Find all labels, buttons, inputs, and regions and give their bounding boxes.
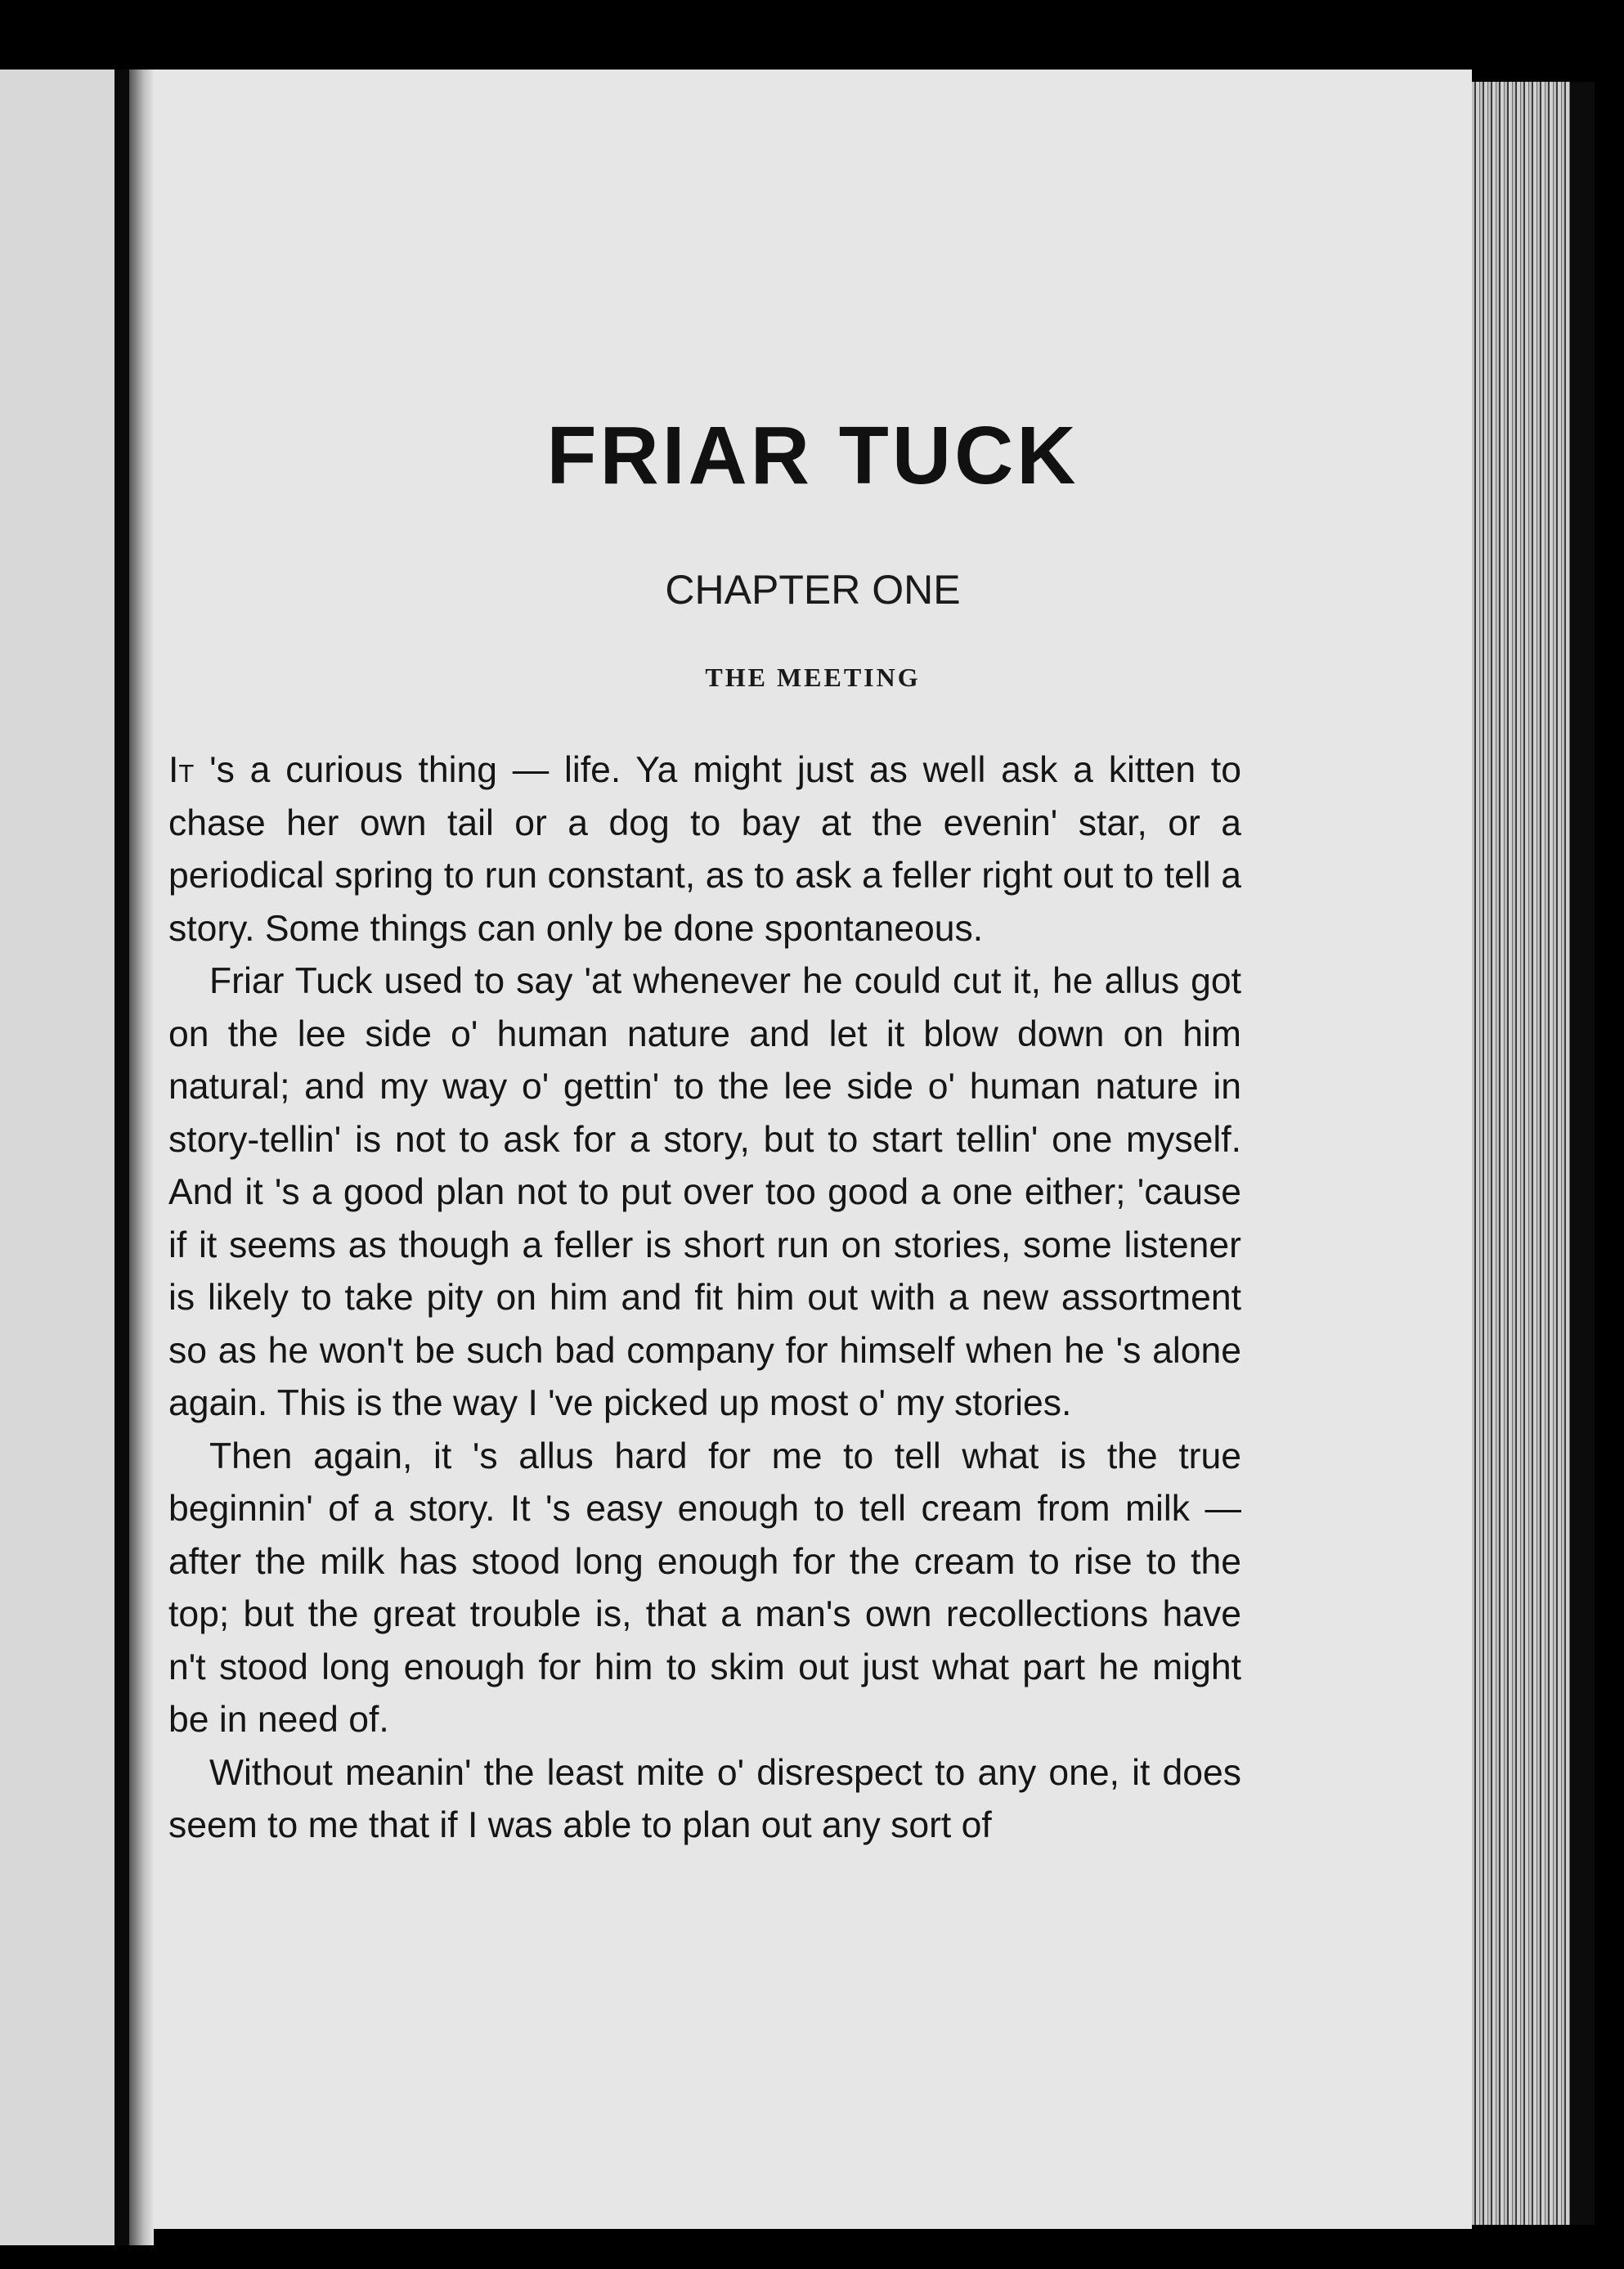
paragraph-4: Without meanin' the least mite o' disrespect to any one, it does seem to me that if I was able to plan out any sort of: [168, 1752, 1241, 1845]
paragraph-2: Friar Tuck used to say 'at whenever he could cut it, he allus got on the lee side o' human nature and let it blow down on him natural; and my way o' gettin' to the lee side o' human nature in story-tellin' is not to ask for a story, but to start tellin' one myself. And it 's a good plan not to put over too good a one either; 'cause if it seems as though a feller is short run on stories, some listener is likely to take pity on him and fit him out with a new assortment so as he won't be such bad company for himself when he 's alone again. This is the way I 've picked up most o' my stories.: [168, 961, 1241, 1423]
paragraph-1: [168, 744, 1241, 955]
chapter-body: [168, 744, 1241, 1853]
previous-page-edge: [0, 70, 114, 2245]
chapter-title: THE MEETING: [705, 663, 921, 692]
book-title: FRIAR TUCK: [546, 410, 1079, 501]
book-gutter: [114, 70, 129, 2245]
paragraph-lead-word: It: [168, 750, 195, 790]
gutter-shadow: [129, 70, 154, 2245]
paragraph-3: Then again, it 's allus hard for me to tell what is the true beginnin' of a story. It 's easy enough to tell cream from milk — after the milk has stood long enough for the cream to rise to the top; but the great trouble is, that a man's own recollections have n't stood long enough for him to skim out just what part he might be in need of.: [168, 1436, 1241, 1740]
page-stack-edges: [1472, 82, 1595, 2225]
chapter-heading: CHAPTER ONE: [665, 567, 961, 613]
paragraph-text: 's a curious thing — life. Ya might just as well ask a kitten to chase her own tail or a dog to bay at the evenin' star, or a periodical spring to run constant, as to ask a feller right out to tell a story. Some things can only be done spontaneous.: [168, 750, 1241, 949]
